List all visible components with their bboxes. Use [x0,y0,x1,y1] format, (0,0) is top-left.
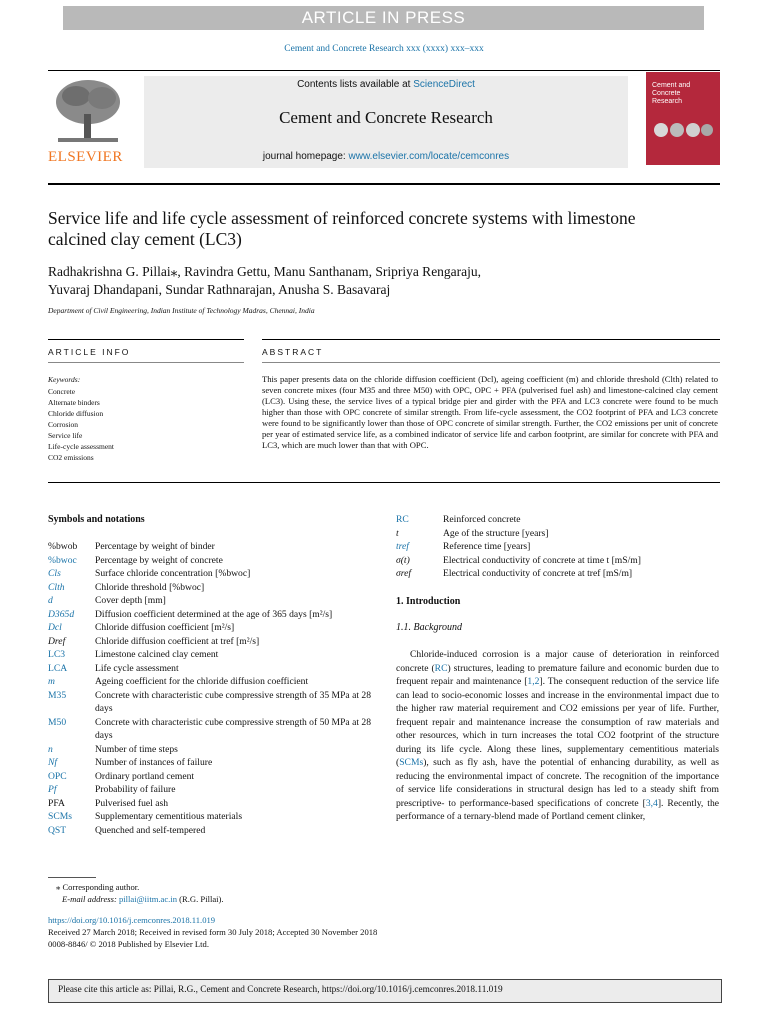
symbol-row [396,554,719,568]
symbol[interactable]: LCA [48,662,68,674]
rc-link[interactable]: RC [434,662,448,674]
symbol: PFA [48,797,65,809]
keyword: Corrosion [48,420,78,429]
symbol[interactable]: M50 [48,716,67,728]
symbols-heading: Symbols and notations [48,514,145,525]
abstract-bottom-rule [48,482,720,483]
abstract-rule [262,339,720,340]
symbol-definition: Age of the structure [years] [443,527,549,539]
symbol-row [48,770,374,784]
symbol-definition: Limestone calcined clay cement [95,649,219,660]
contents-line: Contents lists available at ScienceDirect [297,79,475,90]
symbol-row [48,648,374,662]
symbol-row [48,621,374,635]
symbol-definition: Cover depth [mm] [95,595,166,606]
symbol-row [48,824,374,838]
symbol: t [396,527,399,539]
symbol-row [48,810,374,824]
symbol[interactable]: d [48,595,53,606]
corresponding-author-note: ⁎ Corresponding author. [56,882,140,892]
reference-link[interactable]: 3,4 [645,797,658,809]
symbol[interactable]: OPC [48,770,67,782]
elsevier-tree-icon [48,76,128,148]
symbol[interactable]: D365d [48,608,75,620]
journal-cover-thumbnail[interactable] [646,72,720,165]
header-top-rule [48,70,720,71]
journal-homepage-line: journal homepage: www.elsevier.com/locate/cemconres [262,151,510,162]
symbol: Dref [48,635,66,647]
cover-image-icon [652,122,714,138]
symbol-definition: Ageing coefficient for the chloride diffusion coefficient [95,676,309,687]
keyword: Service life [48,431,83,440]
symbol-row [48,608,374,622]
symbol-row [396,513,719,527]
journal-citation-line[interactable]: Cement and Concrete Research xxx (xxxx) xxx–xxx [284,44,484,54]
symbol-row [48,581,374,595]
symbol-definition: Number of instances of failure [95,757,213,768]
symbol: %bwob [48,541,78,552]
symbol-row [396,540,719,554]
symbol-definition: Surface chloride concentration [%bwoc] [95,568,251,579]
keyword: CO2 emissions [48,453,94,462]
sciencedirect-link[interactable]: ScienceDirect [413,79,475,90]
email-line: E-mail address: pillai@iitm.ac.in (R.G. Pillai). [62,894,224,904]
article-in-press-banner: ARTICLE IN PRESS [63,6,704,30]
article-info-underline [48,362,244,363]
symbol-definition: Ordinary portland cement [95,770,195,782]
symbol-row [48,716,374,743]
symbol-definition: Chloride diffusion coefficient at tref [m²/s] [95,635,260,647]
symbol-definition: Supplementary cementitious materials [95,811,243,822]
symbol[interactable]: Pf [48,784,57,795]
symbol-row [48,567,374,581]
symbol-row [48,594,374,608]
symbol[interactable]: RC [396,514,409,525]
subsection-heading-background: 1.1. Background [396,622,463,633]
received-dates: Received 27 March 2018; Received in revised form 30 July 2018; Accepted 30 November 2018 [48,927,378,937]
symbol-definition: Concrete with characteristic cube compressive strength of 50 MPa at 28 days [95,716,371,741]
section-heading-introduction: 1. Introduction [396,596,461,607]
keywords-list [48,386,114,463]
reference-link[interactable]: 1,2 [527,676,540,687]
footnote-rule [48,877,96,878]
article-info-heading: ARTICLE INFO [48,347,131,357]
symbol[interactable]: Nf [48,757,58,768]
symbol[interactable]: SCMs [48,811,72,822]
scms-link[interactable]: SCMs [399,757,424,768]
symbol-row [48,662,374,676]
symbol-definition: Percentage by weight of binder [95,541,215,552]
symbol-definition: Reinforced concrete [443,514,521,525]
symbol-row [48,783,374,797]
symbol[interactable]: Cls [48,568,61,579]
symbols-table-left [48,540,374,837]
symbol-row [48,743,374,757]
cover-title: Cement and Concrete Research [652,82,691,105]
symbol-row [48,797,374,811]
elsevier-wordmark: ELSEVIER [48,149,123,165]
journal-title: Cement and Concrete Research [279,108,493,127]
symbol[interactable]: LC3 [48,649,66,660]
symbol[interactable]: m [48,676,55,687]
keyword: Alternate binders [48,398,100,407]
symbol-definition: Chloride threshold [%bwoc] [95,581,205,593]
symbol[interactable]: M35 [48,689,67,701]
introduction-paragraph: Chloride-induced corrosion is a major cause of deterioration in reinforced concrete (RC) structures, leading to premature failure and economic burden due to frequent repair and maintenance [1,2]. The consequent reduction of the service life can lead to socio-economic losses and increase in the environmental impact due to the higher raw material requirement and CO2 emissions per year of life. Further, frequent repair and maintenance increase the consumption of raw materials and other resources, which in turn increases the total CO2 footprint of the structure during its life cycle. Along these lines, supplementary cementitious materials (SCMs), such as fly ash, have the potential of enhancing durability, as well as reducing the environmental impact of concrete. The recognition of the importance of service life considerations in structural design has led to a steady shift from prescriptive- to performance-based specifications of concrete [3,4]. Recently, the performance of a ternary-blend made of Portland cement clinker, [396,649,719,822]
abstract-heading: ABSTRACT [262,347,324,357]
symbol-definition: Reference time [years] [443,541,531,552]
symbol-definition: Electrical conductivity of concrete at tref [mS/m] [443,568,633,579]
keyword: Chloride diffusion [48,409,104,418]
symbol-definition: Number of time steps [95,743,178,755]
doi-link[interactable]: https://doi.org/10.1016/j.cemconres.2018.11.019 [48,915,216,925]
symbol: σ(t) [396,554,410,566]
symbols-table-right [396,513,719,581]
symbol-row [48,540,374,554]
article-info-rule [48,339,244,340]
symbol[interactable]: Clth [48,581,65,593]
article-title: Service life and life cycle assessment of reinforced concrete systems with limestone calcined clay cement (LC3) [48,208,636,249]
symbol-definition: Pulverised fuel ash [95,797,169,809]
symbol: σref [396,568,412,579]
journal-homepage-link[interactable]: www.elsevier.com/locate/cemconres [348,151,510,162]
symbol[interactable]: Dcl [48,622,62,633]
symbol-definition: Life cycle assessment [95,662,179,674]
symbol-definition: Quenched and self-tempered [95,824,206,836]
symbol[interactable]: QST [48,824,67,836]
symbol[interactable]: %bwoc [48,554,77,566]
header-bottom-rule [48,183,720,185]
symbol-row [396,527,719,541]
copyright-line: 0008-8846/ © 2018 Published by Elsevier Ltd. [48,939,209,949]
keyword: Life-cycle assessment [48,442,115,451]
please-cite-box: Please cite this article as: Pillai, R.G., Cement and Concrete Research, https://doi.org/10.1016/j.cemconres.2018.11.019 [48,979,722,1003]
symbol[interactable]: n [48,743,53,755]
symbol-definition: Probability of failure [95,784,176,795]
symbol-row [48,554,374,568]
symbol-definition: Concrete with characteristic cube compressive strength of 35 MPa at 28 days [95,689,371,714]
keyword: Concrete [48,387,76,396]
symbol-definition: Electrical conductivity of concrete at time t [mS/m] [443,554,641,566]
author-list: Radhakrishna G. Pillai⁎, Ravindra Gettu, Manu Santhanam, Sripriya Rengaraju, Yuvaraj Dhandapani, Sundar Rathnarajan, Anusha S. Basavaraj [48,264,482,297]
symbol-definition: Diffusion coefficient determined at the age of 365 days [m²/s] [95,608,333,620]
symbol-row [48,675,374,689]
symbol-row [48,689,374,716]
symbol-row [48,756,374,770]
symbol-definition: Chloride diffusion coefficient [m²/s] [95,622,235,633]
email-link[interactable]: pillai@iitm.ac.in [118,894,178,904]
symbol-row [48,635,374,649]
affiliation: Department of Civil Engineering, Indian Institute of Technology Madras, Chennai, India [48,306,315,315]
keywords-label: Keywords: [48,375,81,384]
symbol[interactable]: tref [396,541,409,552]
abstract-text: This paper presents data on the chloride diffusion coefficient (Dcl), ageing coefficient (m) and chloride threshold (Clth) related to seven concrete mixes (four M35 and three M50) with OPC, OPC + PFA (pulverised fuel ash) and limestone-calcined clay cement (LC3). Using these, the service lives of a typical bridge pier and girder with the PFA and LC3 concrete were found to be much higher than those with OPC concrete of similar strength. From life-cycle assessment, the CO2 footprint of PFA and LC3 concrete were found to be significantly lower than those of OPC concrete of similar strength. Further, the CO2 emissions per unit of concrete per year of estimated service life, as a combined indicator of service life and carbon footprint, are similar for concrete with PFA and LC3, which are much lower than that with OPC. [262,374,718,450]
abstract-underline [262,362,720,363]
symbol-definition: Percentage by weight of concrete [95,554,223,566]
symbol-row [396,567,719,581]
